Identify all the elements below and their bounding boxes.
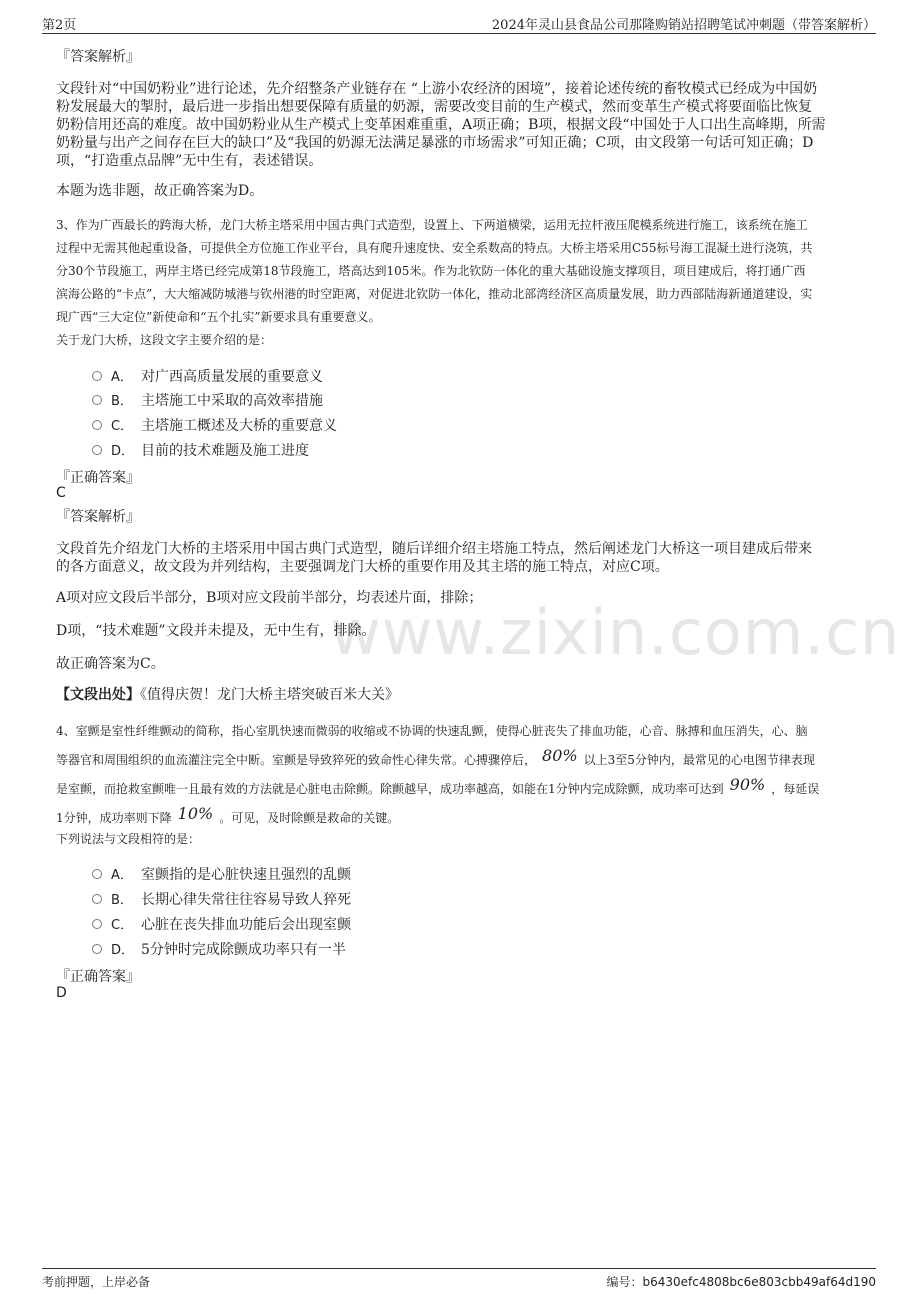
option-letter: C． [111,419,134,434]
option-text: 心脏在丧失排血功能后会出现室颤 [141,917,351,933]
q4-text-segment: 1分钟，成功率则下降 [56,811,172,825]
q3-conclusion: 故正确答案为C。 [56,656,165,672]
option-letter: C． [111,918,134,933]
watermark: www.zixin.com.cn [330,596,901,669]
q3-source [56,686,399,704]
q4-pct-90: 90% [729,775,766,794]
q4-option-a[interactable] [92,864,351,884]
footer-doc-id: 编号：b6430efc4808bc6e803cbb49af64d190 [606,1275,876,1289]
q3-stem-line: 过程中无需其他起重设备，可提供全方位施工作业平台，具有爬升速度快、安全系数高的特点。大桥主塔采用C55标号海工混凝土进行浇筑，共 [56,241,813,255]
q4-stem-line: 4、室颤是室性纤维颤动的简称，指心室肌快速而微弱的收缩或不协调的快速乱颤，使得心脏丧失了排血功能，心音、脉搏和血压消失，心、脑 [56,724,808,738]
q3-option-d[interactable] [92,440,309,460]
q2-analysis-line: 奶粉量与出产之间存在巨大的缺口”及“我国的奶源无法满足暴涨的市场需求”可知正确；C项，由文段第一句话可知正确；D [56,135,814,151]
q3-stem-line: 滨海公路的“卡点”，大大缩减防城港与钦州港的时空距离，对促进北钦防一体化，推动北部湾经济区高质量发展，助力西部陆海新通道建设，实 [56,287,813,301]
option-text: 室颤指的是心脏快速且强烈的乱颤 [141,867,351,883]
q2-analysis-line: 文段针对“中国奶粉业”进行论述，先介绍整条产业链存在 “上游小农经济的困境”，接着论述传统的畜牧模式已经成为中国奶 [56,81,818,97]
q4-text-segment: ，每延误 [771,782,820,796]
q4-option-d[interactable] [92,939,346,959]
q3-correct-answer: C [56,485,66,501]
document-title: 2024年灵山县食品公司那隆购销站招聘笔试冲刺题（带答案解析） [491,18,876,33]
option-letter: B． [111,394,133,409]
q3-option-b[interactable] [92,390,323,410]
q2-analysis-line: 奶粉信用还高的难度。故中国奶粉业从生产模式上变革困难重重，A项正确；B项，根据文段“中国处于人口出生高峰期，所需 [56,117,826,133]
option-letter: B． [111,893,133,908]
q4-text-segment: 等器官和周围组织的血流灌注完全中断。室颤是导致猝死的致命性心律失常。心搏骤停后， [56,753,537,767]
q3-option-c[interactable] [92,415,337,435]
q4-text-segment: 是室颤，而抢救室颤唯一且最有效的方法就是心脏电击除颤。除颤越早，成功率越高，如能在1分钟内完成除颤，成功率可达到 [56,782,724,796]
radio-icon[interactable] [92,445,102,455]
option-text: 目前的技术难题及施工进度 [141,443,309,459]
option-text: 主塔施工中采取的高效率措施 [141,393,323,409]
q2-analysis-text [56,80,876,170]
radio-icon[interactable] [92,371,102,381]
q4-stem-line [56,803,876,832]
q3-source-text: 《值得庆贺！龙门大桥主塔突破百米大关》 [140,687,399,703]
q4-stem-line [56,745,876,774]
q3-analysis-line: 的各方面意义，故文段为并列结构，主要强调龙门大桥的重要作用及其主塔的施工特点，对应C项。 [56,559,669,575]
radio-icon[interactable] [92,919,102,929]
page-footer [42,1268,876,1292]
q4-question: 下列说法与文段相符的是： [56,832,201,846]
option-text: 主塔施工概述及大桥的重要意义 [141,418,337,434]
q3-analysis-ab: A项对应文段后半部分，B项对应文段前半部分，均表述片面，排除； [56,590,483,606]
q2-analysis-line: 粉发展最大的掣肘，最后进一步指出想要保障有质量的奶源，需要改变目前的生产模式，然而变革生产模式将要面临比恢复 [56,99,812,115]
q3-analysis-text [56,540,876,576]
radio-icon[interactable] [92,420,102,430]
radio-icon[interactable] [92,869,102,879]
radio-icon[interactable] [92,894,102,904]
q3-analysis-d: D项，“技术难题”文段并未提及，无中生有，排除。 [56,623,376,639]
q3-correct-label: 『正确答案』 [56,470,140,486]
radio-icon[interactable] [92,395,102,405]
q4-option-c[interactable] [92,914,351,934]
option-letter: D． [111,943,135,958]
q4-pct-80: 80% [542,746,578,765]
q4-text-segment: 。可见，及时除颤是救命的关键。 [219,811,400,825]
q3-option-a[interactable] [92,366,323,386]
q2-conclusion: 本题为选非题，故正确答案为D。 [56,183,264,199]
footer-slogan: 考前押题，上岸必备 [42,1275,151,1289]
q3-question: 关于龙门大桥，这段文字主要介绍的是： [56,333,273,347]
page-header [42,12,876,34]
q3-analysis-line: 文段首先介绍龙门大桥的主塔采用中国古典门式造型，随后详细介绍主塔施工特点，然后阐述龙门大桥这一项目建成后带来 [56,541,812,557]
option-text: 对广西高质量发展的重要意义 [141,369,323,385]
option-letter: D． [111,444,135,459]
q4-stem [56,717,876,832]
q4-correct-answer: D [56,985,67,1001]
q3-stem [56,214,876,329]
q4-option-b[interactable] [92,889,351,909]
radio-icon[interactable] [92,944,102,954]
q3-analysis-label: 『答案解析』 [56,509,140,525]
option-text: 5分钟时完成除颤成功率只有一半 [141,942,346,958]
q3-source-label: 【文段出处】 [56,687,140,703]
page-number: 第2页 [42,18,77,33]
q3-stem-line: 现广西“三大定位”新使命和“五个扎实”新要求具有重要意义。 [56,310,381,324]
q3-stem-line: 3、作为广西最长的跨海大桥，龙门大桥主塔采用中国古典门式造型，设置上、下两道横梁，运用无拉杆液压爬模系统进行施工，该系统在施工 [56,218,808,232]
option-text: 长期心律失常往往容易导致人猝死 [141,892,351,908]
q4-correct-label: 『正确答案』 [56,969,140,985]
option-letter: A． [111,370,133,385]
q3-stem-line: 分30个节段施工，两岸主塔已经完成第18节段施工，塔高达到105米。作为北钦防一体化的重大基础设施支撑项目，项目建成后，将打通广西 [56,264,806,278]
q4-text-segment: 以上3至5分钟内，最常见的心电图节律表现 [583,753,815,767]
q4-stem-line [56,774,876,803]
q4-pct-10: 10% [177,804,214,823]
q2-analysis-line: 项，“打造重点品牌”无中生有，表述错误。 [56,153,323,169]
q2-analysis-label: 『答案解析』 [56,49,140,65]
option-letter: A． [111,868,133,883]
